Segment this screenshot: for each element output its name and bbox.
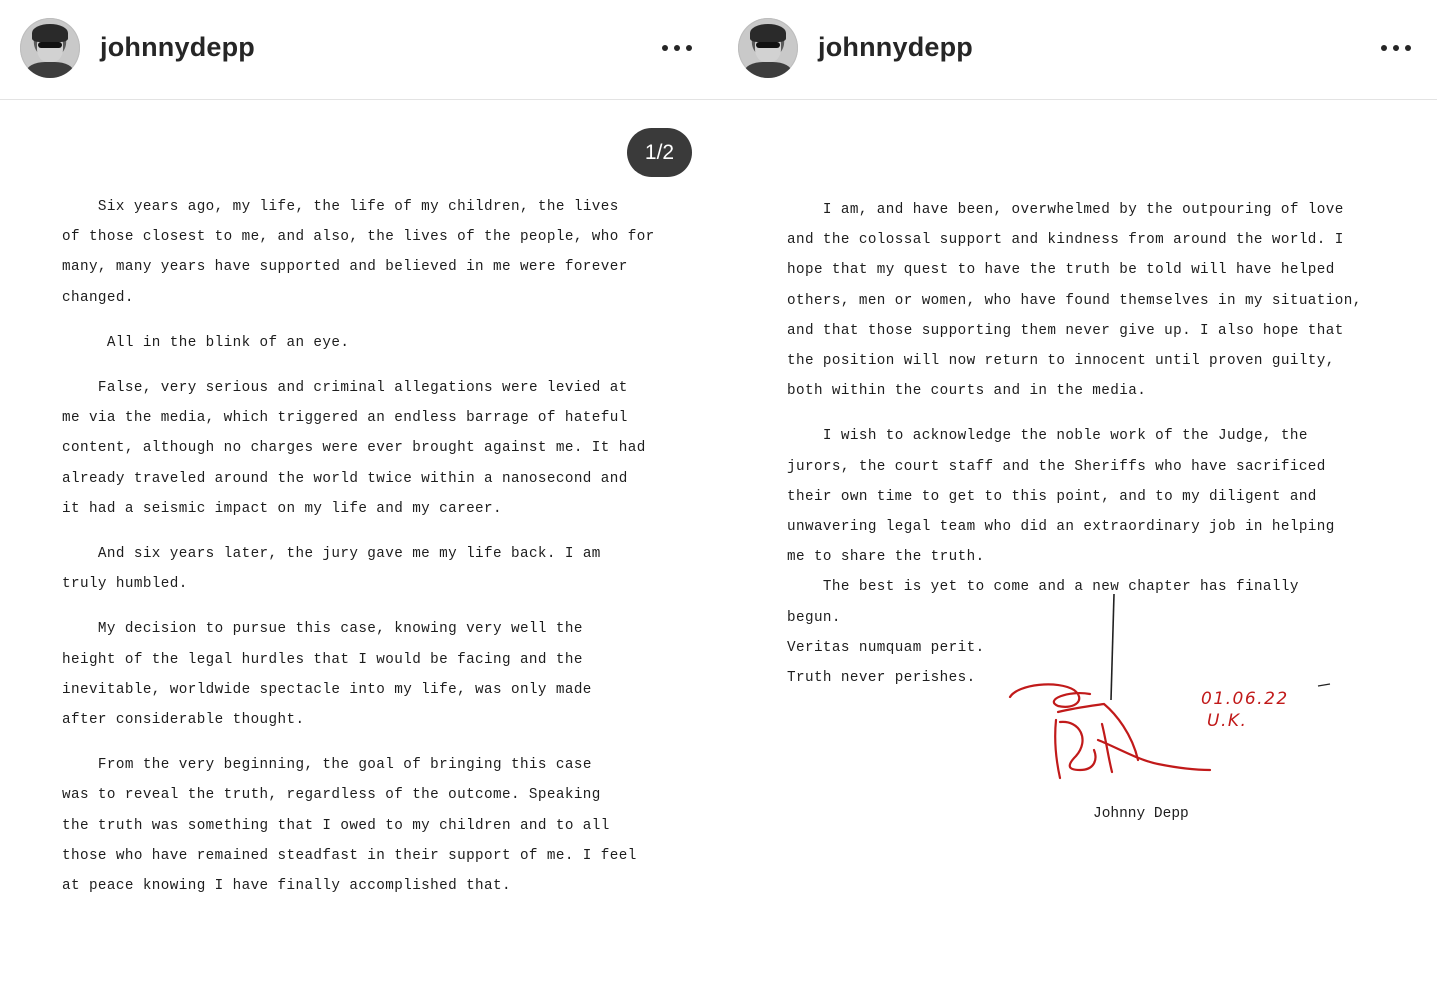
letter-line: Veritas numquam perit.: [787, 639, 985, 656]
letter-page-2: [787, 195, 1407, 693]
avatar[interactable]: [738, 18, 798, 78]
letter-line: changed.: [62, 289, 134, 306]
letter-line: height of the legal hurdles that I would be facing and the: [62, 651, 583, 668]
letter-page-1: [62, 192, 702, 901]
avatar[interactable]: [20, 18, 80, 78]
post-panel-right: [718, 0, 1437, 1004]
letter-line: My decision to pursue this case, knowing very well the: [62, 621, 583, 638]
paragraph-gap: [62, 524, 702, 539]
more-options-icon[interactable]: [662, 40, 692, 56]
letter-line: I wish to acknowledge the noble work of the Judge, the: [787, 428, 1308, 445]
letter-line: it had a seismic impact on my life and my career.: [62, 500, 502, 517]
letter-line: after considerable thought.: [62, 712, 305, 729]
letter-line: I am, and have been, overwhelmed by the outpouring of love: [787, 202, 1344, 218]
letter-line: Six years ago, my life, the life of my children, the lives: [62, 199, 619, 215]
letter-line: and that those supporting them never give up. I also hope that: [787, 322, 1344, 339]
letter-line: unwavering legal team who did an extraordinary job in helping: [787, 519, 1335, 536]
paragraph-gap: [62, 735, 702, 750]
letter-line: inevitable, worldwide spectacle into my life, was only made: [62, 681, 592, 698]
letter-line: the truth was something that I owed to my children and to all: [62, 817, 610, 834]
letter-line: at peace knowing I have finally accomplished that.: [62, 878, 511, 895]
username[interactable]: johnnydepp: [818, 32, 973, 62]
paragraph-gap: [62, 358, 702, 373]
letter-line: others, men or women, who have found themselves in my situation,: [787, 292, 1362, 309]
paragraph-gap: [62, 599, 702, 614]
post-header: [718, 0, 1437, 100]
post-header: [0, 0, 718, 100]
paragraph-gap: [787, 406, 1407, 421]
letter-line: the position will now return to innocent until proven guilty,: [787, 353, 1335, 370]
letter-line: and the colossal support and kindness from around the world. I: [787, 232, 1344, 249]
letter-line: Truth never perishes.: [787, 670, 976, 687]
handwritten-date-note: 01.06.22 U.K.: [1201, 689, 1289, 731]
letter-line: many, many years have supported and believed in me were forever: [62, 259, 628, 276]
letter-line: was to reveal the truth, regardless of the outcome. Speaking: [62, 787, 601, 804]
letter-line: both within the courts and in the media.: [787, 383, 1147, 400]
paragraph-gap: [62, 313, 702, 328]
letter-line: already traveled around the world twice within a nanosecond and: [62, 470, 628, 487]
letter-line: False, very serious and criminal allegations were levied at: [62, 380, 628, 397]
signature-name: Johnny Depp: [1093, 806, 1189, 822]
letter-line: From the very beginning, the goal of bringing this case: [62, 757, 592, 774]
letter-line: truly humbled.: [62, 576, 188, 593]
username[interactable]: johnnydepp: [100, 32, 255, 62]
post-panel-left: [0, 0, 718, 1004]
letter-line: their own time to get to this point, and to my diligent and: [787, 488, 1317, 505]
letter-line: And six years later, the jury gave me my life back. I am: [62, 546, 601, 563]
letter-line: begun.: [787, 609, 841, 626]
letter-line: hope that my quest to have the truth be told will have helped: [787, 262, 1335, 279]
letter-line: of those closest to me, and also, the lives of the people, who for: [62, 229, 655, 246]
letter-line: jurors, the court staff and the Sheriffs who have sacrificed: [787, 458, 1326, 475]
letter-line: The best is yet to come and a new chapter has finally: [787, 579, 1299, 596]
letter-line: All in the blink of an eye.: [62, 334, 350, 351]
more-options-icon[interactable]: [1381, 40, 1411, 56]
letter-line: content, although no charges were ever brought against me. It had: [62, 440, 646, 457]
letter-line: me to share the truth.: [787, 549, 985, 566]
carousel-counter: 1/2: [627, 128, 692, 177]
letter-line: me via the media, which triggered an endless barrage of hateful: [62, 410, 628, 427]
letter-line: those who have remained steadfast in their support of me. I feel: [62, 847, 637, 864]
